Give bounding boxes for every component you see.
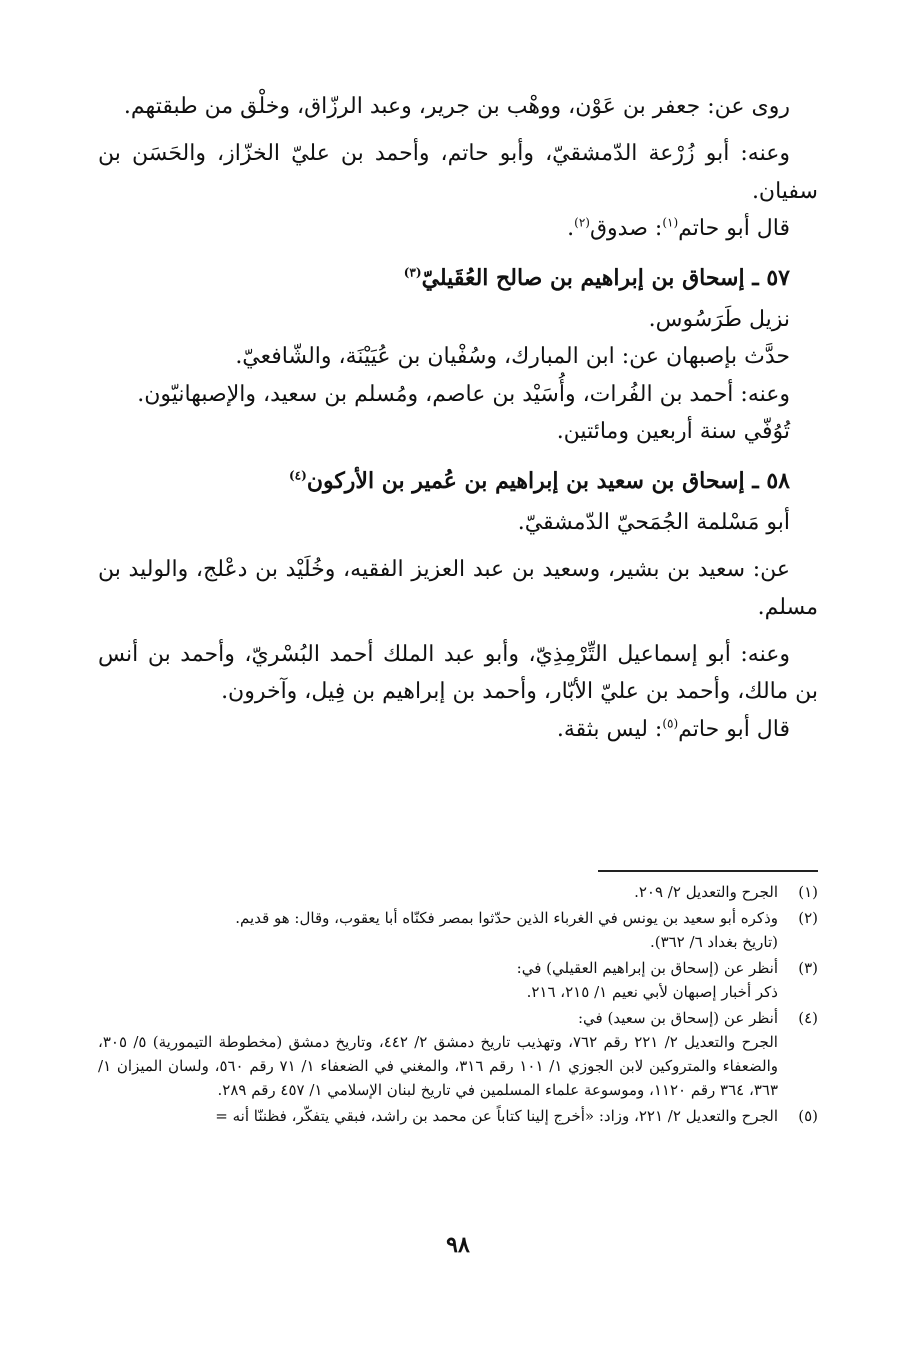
- footnote-separator: [598, 870, 818, 872]
- footnote-ref-5: (٥): [662, 716, 679, 731]
- footnote-number: (٣): [798, 959, 818, 977]
- footnote-line: وذكره أبو سعيد بن يونس في الغرباء الذين حدّثوا بمصر فكنّاه أبا يعقوب، وقال: هو قديم.: [235, 909, 778, 927]
- entry-58-narrated-from: عن: سعيد بن بشير، وسعيد بن عبد العزيز الفقيه، وخُلَيْد بن دعْلج، والوليد بن مسلم.: [98, 557, 818, 620]
- paragraph-abu-hatim-verdict: [98, 210, 818, 247]
- footnote-ref-1: (١): [662, 215, 679, 230]
- entry-58-verdict: [98, 711, 818, 748]
- footnote-ref-3: (٣): [403, 265, 422, 280]
- footnote-line: الجرح والتعديل ٢/ ٢٢١، وزاد: «أخرج إلينا كتاباً عن محمد بن راشد، فبقي يتفكّر، فظننّا أنه =: [215, 1107, 778, 1125]
- main-text: [98, 88, 818, 748]
- footnote-line: الجرح والتعديل ٢/ ٢٢١ رقم ٧٦٢، وتهذيب تاريخ دمشق ٢/ ٤٤٢، وتاريخ دمشق (مخطوطة التيمورية) ٥/ ٣٠٥، والضعفاء والمتروكين لابن الجوزي ١/ ١٠١ رقم ٣١٦، والمغني في الضعفاء ١/ ٧١ رقم ٥٦٠، ولسان الميزان ١/ ٣٦٣، ٣٦٤ رقم ١١٢٠، وموسوعة علماء المسلمين في تاريخ لبنان الإسلامي ١/ ٤٥٧ رقم ٢٨٩.: [98, 1033, 779, 1099]
- footnote-number: (٤): [798, 1009, 818, 1027]
- footnote-line: الجرح والتعديل ٢/ ٢٠٩.: [634, 883, 778, 901]
- entry-57-residence: نزيل طَرَسُوس.: [648, 306, 790, 332]
- footnote-number: (٥): [798, 1107, 818, 1125]
- footnote-3: [98, 956, 818, 1004]
- footnote-line: ذكر أخبار إصبهان لأبي نعيم ١/ ٢١٥، ٢١٦.: [526, 983, 778, 1001]
- entry-58-narrated-by: وعنه: أبو إسماعيل التِّرْمِذِيّ، وأبو عبد الملك أحمد البُسْريّ، وأحمد بن أنس بن مالك، وأحمد بن عليّ الأبّار، وأحمد بن إبراهيم بن فِيل، وآخرون.: [98, 642, 818, 705]
- footnote-ref-2: (٢): [574, 215, 590, 230]
- footnote-ref-4: (٤): [288, 468, 307, 483]
- footnotes: [98, 880, 818, 1130]
- entry-57-narrated-by: وعنه: أحمد بن الفُرات، وأُسَيْد بن عاصم، ومُسلم بن سعيد، والإصبهانيّون.: [137, 381, 790, 407]
- entry-58-verdict-text: قال أبو حاتم: [678, 716, 790, 742]
- verdict-mid: : صدوق: [589, 216, 663, 242]
- entry-58-verdict-end: : ليس بثقة.: [556, 716, 663, 742]
- footnote-number: (٢): [798, 909, 818, 927]
- footnote-line: (تاريخ بغداد ٦/ ٣٦٢).: [649, 933, 778, 951]
- footnote-4: [98, 1006, 818, 1102]
- footnote-2: [98, 906, 818, 954]
- footnote-line: أنظر عن (إسحاق بن سعيد) في:: [578, 1009, 778, 1027]
- entry-57-narrated-from: حدَّث بإصبهان عن: ابن المبارك، وسُفْيان بن عُيَيْنَة، والشّافعيّ.: [235, 344, 790, 370]
- footnote-5: [98, 1104, 818, 1128]
- verdict-text: قال أبو حاتم: [678, 216, 790, 242]
- entry-57-death: تُوُفّي سنة أربعين ومائتين.: [556, 419, 790, 445]
- entry-58-title: [98, 463, 818, 500]
- verdict-end: .: [567, 216, 575, 242]
- entry-57-heading: ٥٧ ـ إسحاق بن إبراهيم بن صالح العُقَيليّ: [421, 264, 790, 291]
- paragraph-narrators-by: وعنه: أبو زُرْعة الدّمشقيّ، وأبو حاتم، وأحمد بن عليّ الخزّاز، والحَسَن بن سفيان.: [98, 141, 818, 204]
- paragraph-narrators-from: روى عن: جعفر بن عَوْن، ووهْب بن جرير، وعبد الرزّاق، وخلْق من طبقتهم.: [123, 94, 790, 119]
- footnote-number: (١): [798, 883, 818, 901]
- footnote-1: [98, 880, 818, 904]
- page-number: ٩٨: [446, 1232, 470, 1258]
- entry-58-kunya: أبو مَسْلمة الجُمَحيّ الدّمشقيّ.: [517, 509, 790, 535]
- footnote-line: أنظر عن (إسحاق بن إبراهيم العقيلي) في:: [516, 959, 778, 977]
- entry-58-heading: ٥٨ ـ إسحاق بن سعيد بن إبراهيم بن عُمير بن الأركون: [306, 467, 790, 494]
- entry-57-title: [98, 260, 818, 297]
